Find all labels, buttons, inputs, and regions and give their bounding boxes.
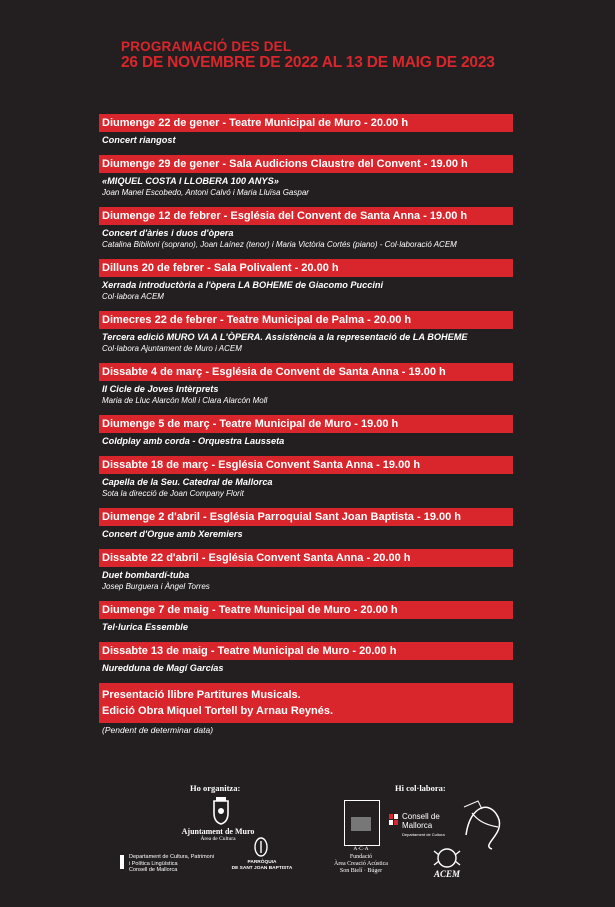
event-title: Concert riangost [102,135,176,145]
event-item [99,311,513,354]
event-title: Tercera edició MURO VA A L'ÒPERA. Assistència a la representació de LA BOHEME [102,332,468,342]
poster-header [121,40,495,71]
event-item [99,415,513,447]
event-title: Duet bombardí-tuba [102,570,190,580]
ajuntament-area: Àrea de Cultura [200,836,236,842]
consell-line-2: Mallorca [402,821,433,830]
aca-piano-icon [351,817,371,831]
aca-line-1: Fundació [349,854,373,860]
event-title: Xerrada introductòria a l'òpera LA BOHEME de Giacomo Puccini [102,280,384,290]
consell-shield-icon [388,813,399,829]
collaborators-label: Hi col·labora: [395,783,446,793]
header-line-2: 26 DE NOVEMBRE DE 2022 AL 13 DE MAIG DE 2023 [121,54,495,71]
aca-line-3: Son Bielí · Búger [339,868,383,874]
event-title: Concert d'àries i duos d'òpera [102,228,234,238]
aca-logo-text [325,854,397,875]
department-line-1: Departament de Cultura, Patrimoni [129,854,214,860]
parroquia-emblem-icon [253,836,269,858]
book-presentation-line-1: Presentació llibre Partitures Musicals. [102,689,301,701]
event-performers: Col·labora ACEM [102,292,164,301]
book-presentation-line-2: Edició Obra Miquel Tortell by Arnau Reynés. [102,705,334,717]
aca-abbrev: A·C·A [353,846,369,852]
header-line-1: PROGRAMACIÓ DES DEL [121,38,292,55]
event-title: Concert d'Orgue amb Xeremiers [102,529,243,539]
event-list [99,114,513,745]
event-date-venue: Dissabte 18 de març - Església Convent Santa Anna - 19.00 h [99,456,513,474]
event-title: «MIQUEL COSTA I LLOBERA 100 ANYS» [102,176,279,186]
department-line-2: i Política Lingüística [129,860,178,867]
signature-emblem-icon [460,795,506,851]
event-date-venue: Diumenge 2 d'abril - Església Parroquial Sant Joan Baptista - 19.00 h [99,508,513,526]
event-date-venue: Dissabte 22 d'abril - Església Convent Santa Anna - 20.00 h [99,549,513,567]
event-date-venue: Dilluns 20 de febrer - Sala Polivalent - 20.00 h [99,259,513,277]
department-line-3: Consell de Mallorca [129,867,178,873]
event-title: Tel·lurica Essemble [102,622,188,632]
event-performers: Sota la direcció de Joan Company Florit [102,489,244,498]
event-item [99,207,513,250]
event-title: Nuredduna de Magí Garcías [102,663,224,673]
event-date-venue: Diumenge 12 de febrer - Església del Convent de Santa Anna - 19.00 h [99,207,513,225]
event-date-venue: Dissabte 13 de maig - Teatre Municipal de Muro - 20.00 h [99,642,513,660]
event-title: Capella de la Seu. Catedral de Mallorca [102,477,273,487]
sponsors-footer [0,780,615,907]
event-title: II Cicle de Joves Intèrprets [102,384,219,394]
event-date-venue: Dissabte 4 de març - Església de Convent de Santa Anna - 19.00 h [99,363,513,381]
event-date-venue: Dimecres 22 de febrer - Teatre Municipal de Palma - 20.00 h [99,311,513,329]
event-performers: Col·labora Ajuntament de Muro i ACEM [102,344,242,353]
event-date-venue: Diumenge 7 de maig - Teatre Municipal de Muro - 20.00 h [99,601,513,619]
book-presentation-bar [99,683,513,723]
event-item [99,114,513,146]
consell-line-3: Departament de Cultura [402,832,445,837]
event-item [99,456,513,499]
event-date-venue: Diumenge 29 de gener - Sala Audicions Claustre del Convent - 19.00 h [99,155,513,173]
consell-logo-text [402,812,445,839]
parroquia-line-2: DE SANT JOAN BAPTISTA [231,866,293,871]
acem-label: ACEM [433,869,460,879]
ajuntament-crest-icon [206,796,236,826]
event-performers: Joan Manel Escobedo, Antoni Calvó i Maria Lluïsa Gaspar [102,188,309,197]
event-performers: Josep Burguera i Àngel Torres [102,582,210,591]
parroquia-logo-text [222,860,302,872]
event-item [99,601,513,633]
event-date-venue: Diumenge 22 de gener - Teatre Municipal de Muro - 20.00 h [99,114,513,132]
aca-frame-icon [344,800,380,846]
event-item [99,642,513,674]
event-item [99,549,513,592]
acem-emblem-icon [430,846,464,870]
consell-line-1: Consell de [402,812,440,821]
ajuntament-name: Ajuntament de Muro [181,827,255,836]
event-item [99,508,513,540]
book-presentation-note: (Pendent de determinar data) [102,725,214,735]
parroquia-line-1: PARRÒQUIA [247,860,277,865]
organizers-label: Ho organitza: [190,783,241,793]
event-performers: Maria de Lluc Alarcón Moll i Clara Alarcón Moll [102,396,268,405]
event-title: Coldplay amb corda - Orquestra Lausseta [102,436,285,446]
event-date-venue: Diumenge 5 de març - Teatre Municipal de Muro - 19.00 h [99,415,513,433]
event-item [99,363,513,406]
aca-line-2: Àrea Creació Acústica [334,861,388,867]
book-presentation [99,683,513,736]
event-item [99,259,513,302]
department-logo-text [129,854,214,874]
event-item [99,155,513,198]
consell-mark-icon [120,855,124,869]
event-performers: Catalina Bibiloni (soprano), Joan Laínez (tenor) i Maria Victòria Cortés (piano) - Col·laboració ACEM [102,240,457,249]
